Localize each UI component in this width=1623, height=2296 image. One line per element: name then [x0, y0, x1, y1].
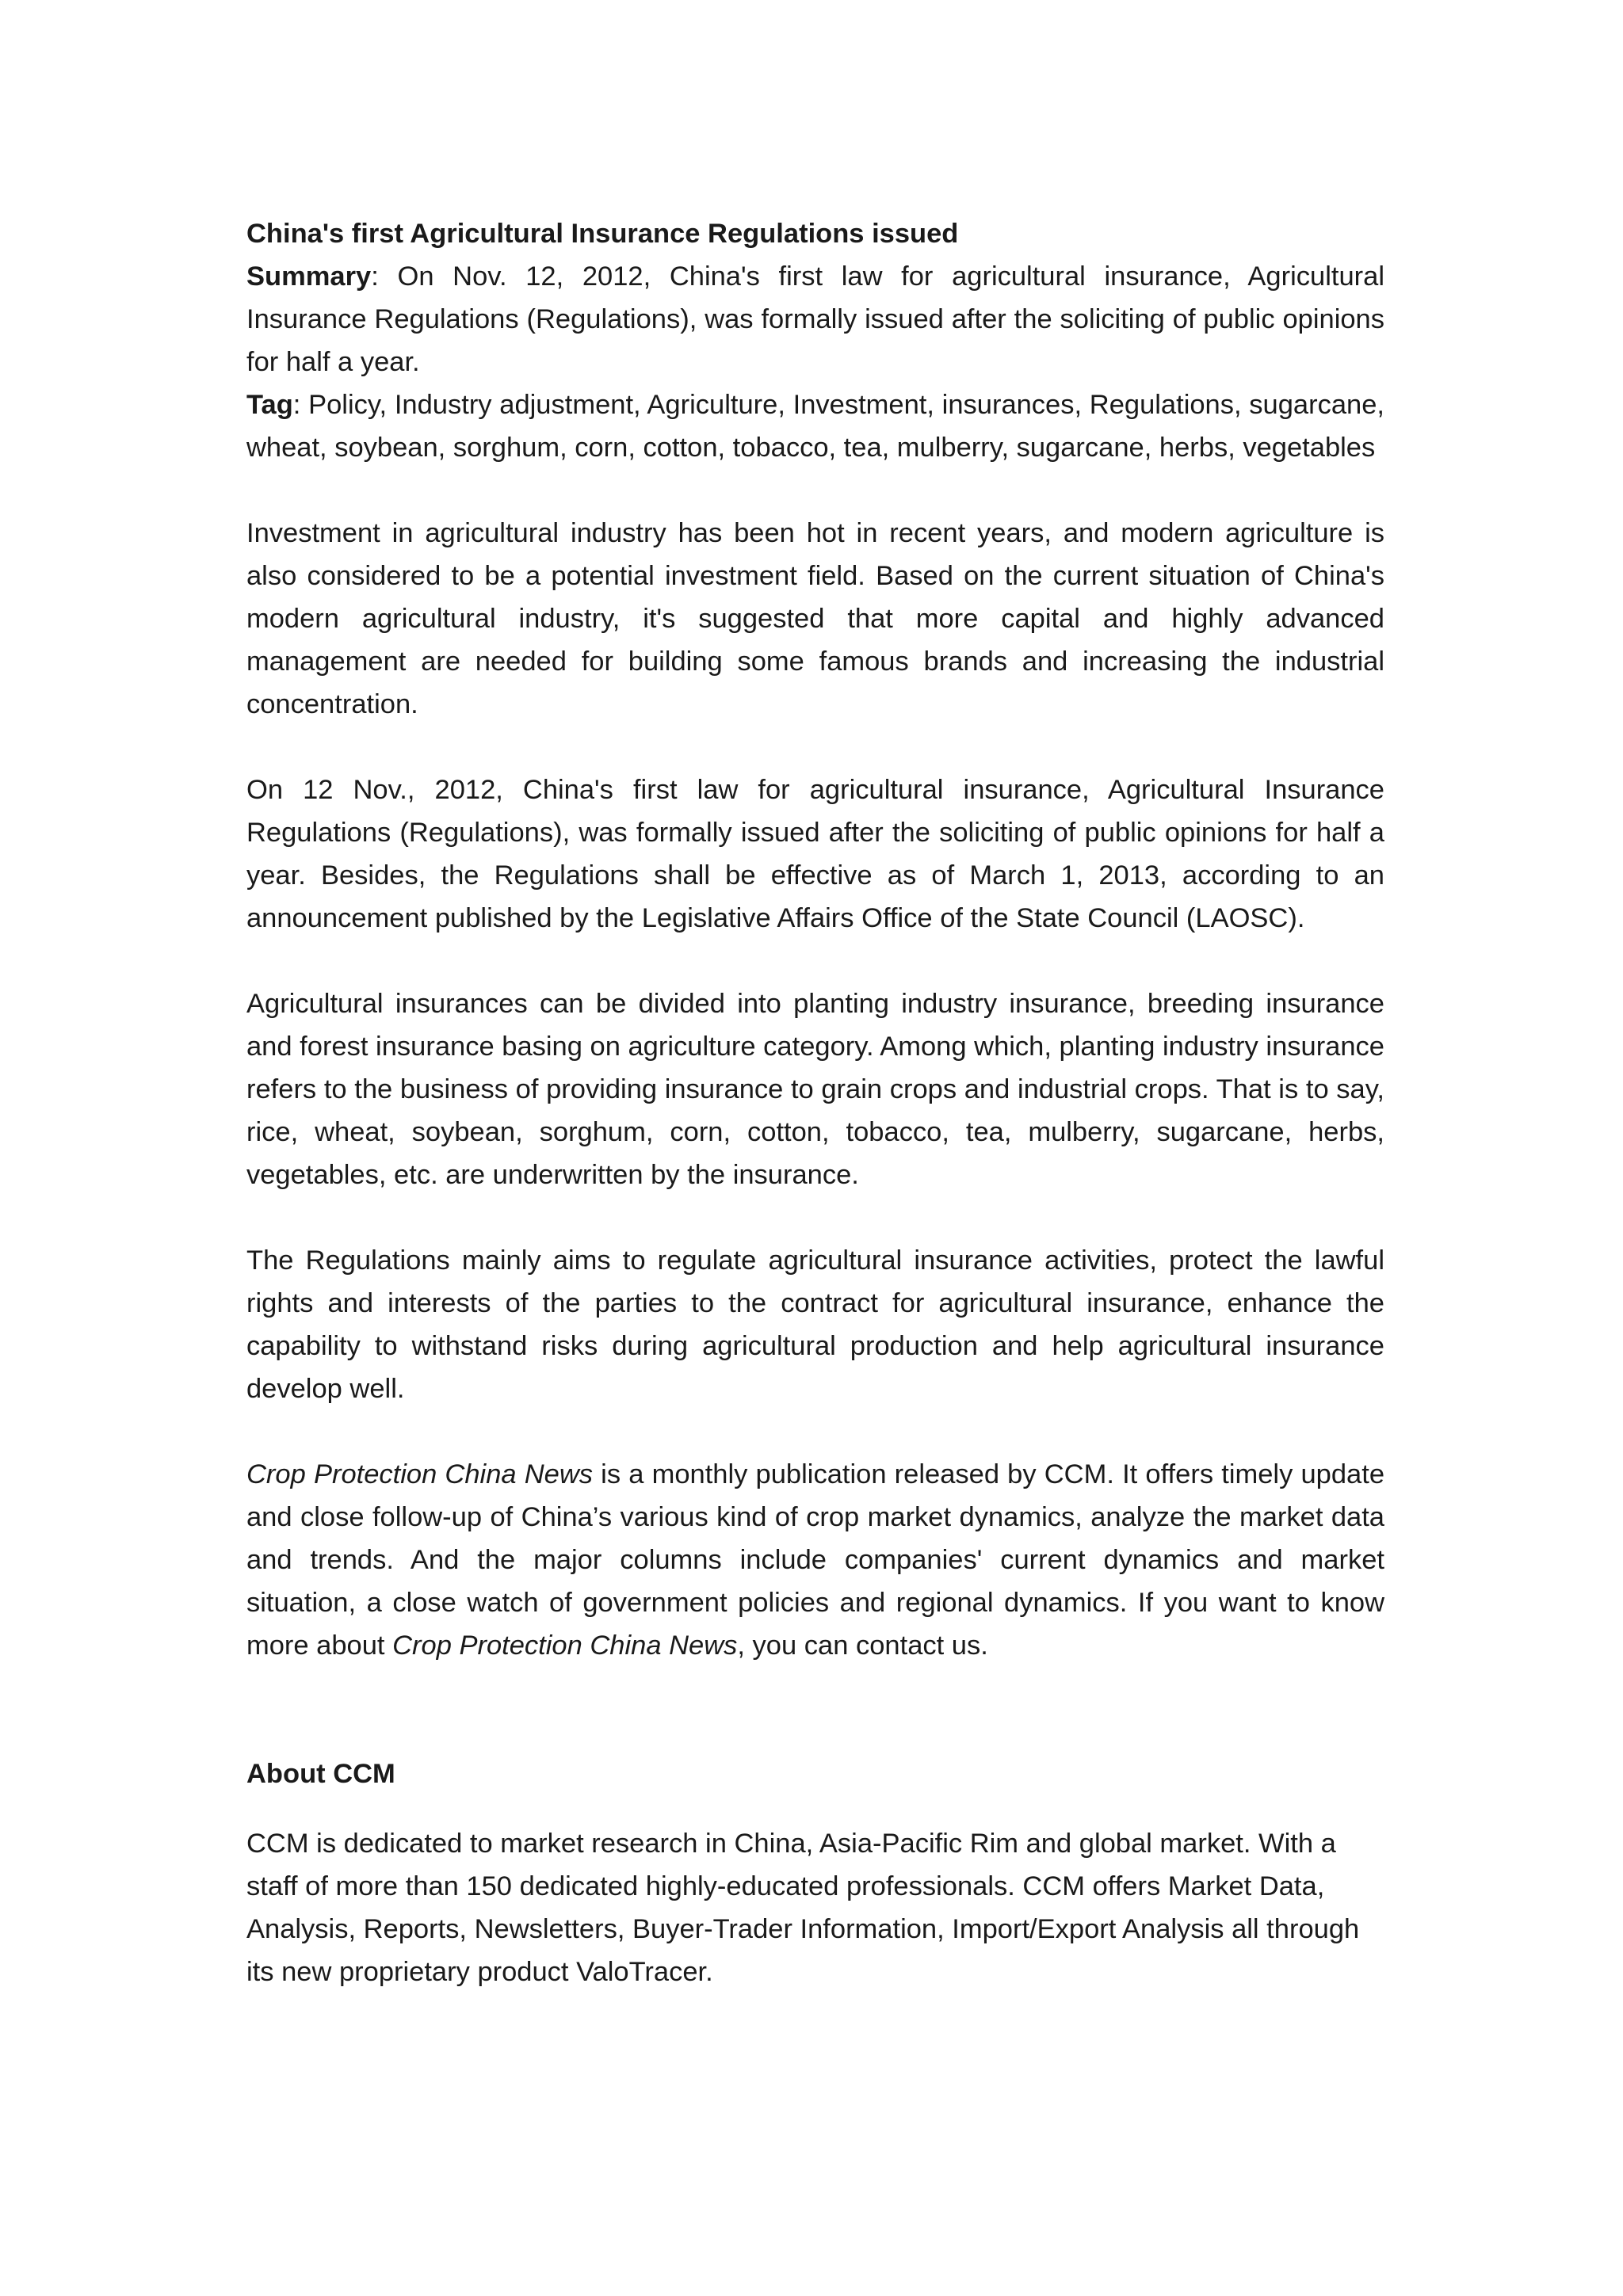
spacer — [246, 469, 1384, 512]
spacer — [246, 1196, 1384, 1239]
article-tags — [246, 383, 1384, 469]
publication-name-2: Crop Protection China News — [392, 1630, 738, 1661]
about-heading: About CCM — [246, 1759, 395, 1789]
summary-text: : On Nov. 12, 2012, China's first law for agricultural insurance, Agricultural Insurance Regulations (Regulations), was formally issued after the soliciting of public opinions for half a year. — [246, 261, 1384, 377]
paragraph-regulations-issued: On 12 Nov., 2012, China's first law for agricultural insurance, Agricultural Insurance Regulations (Regulations), was formally issued after the soliciting of public opinions for half a year. Besides, the Regulations shall be effective as of March 1, 2013, according to an announcement published by the Legislative Affairs Office of the State Council (LAOSC). — [246, 775, 1384, 933]
spacer — [246, 1795, 1384, 1822]
publication-name: Crop Protection China News — [246, 1459, 594, 1489]
publication-text-a: is a monthly publication released by CCM. It offers timely update and close follow-up of China’s various kind of crop market dynamics, analyze the market data and trends. And the major columns include companies' current dynamics and market situation, a close watch of government policies and regional dynamics. If you want to know more about — [246, 1459, 1385, 1661]
tag-text: : Policy, Industry adjustment, Agriculture, Investment, insurances, Regulations, sugarcane, wheat, soybean, sorghum, corn, cotton, tobacco, tea, mulberry, sugarcane, herbs, vegetables — [246, 390, 1384, 463]
paragraph-regulations-aims: The Regulations mainly aims to regulate agricultural insurance activities, protect the lawful rights and interests of the parties to the contract for agricultural insurance, enhance the capability to withstand risks during agricultural production and help agricultural insurance develop well. — [246, 1245, 1384, 1404]
spacer — [246, 726, 1384, 769]
summary-label: Summary — [246, 261, 372, 292]
spacer — [246, 940, 1384, 982]
tag-label: Tag — [246, 390, 293, 420]
paragraph-investment: Investment in agricultural industry has been hot in recent years, and modern agriculture is also considered to be a potential investment field. Based on the current situation of China's modern agricultural industry, it's suggested that more capital and highly advanced management are needed for building some famous brands and increasing the industrial concentration. — [246, 518, 1384, 719]
spacer — [246, 1667, 1384, 1753]
document-page — [246, 212, 1384, 1993]
paragraph-publication — [246, 1453, 1384, 1667]
article-title: China's first Agricultural Insurance Regulations issued — [246, 219, 959, 249]
publication-text-b: , you can contact us. — [737, 1630, 988, 1661]
spacer — [246, 1410, 1384, 1453]
about-text: CCM is dedicated to market research in China, Asia-Pacific Rim and global market. With a staff of more than 150 dedicated highly-educated professionals. CCM offers Market Data, Analysis, Reports, Newsletters, Buyer-Trader Information, Import/Export Analysis all through its new proprietary product ValoTracer. — [246, 1829, 1360, 1987]
article-summary — [246, 255, 1384, 383]
paragraph-insurance-types: Agricultural insurances can be divided into planting industry insurance, breeding insurance and forest insurance basing on agriculture category. Among which, planting industry insurance refers to the business of providing insurance to grain crops and industrial crops. That is to say, rice, wheat, soybean, sorghum, corn, cotton, tobacco, tea, mulberry, sugarcane, herbs, vegetables, etc. are underwritten by the insurance. — [246, 989, 1384, 1190]
